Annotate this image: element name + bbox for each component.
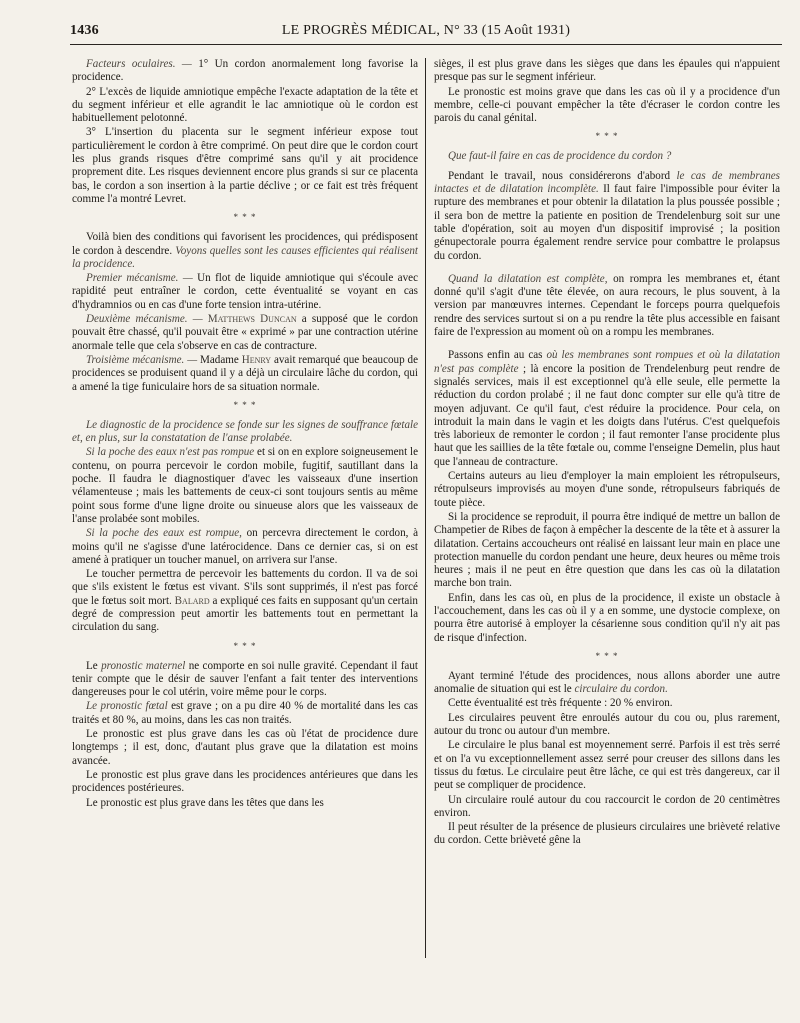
paragraph	[72, 58, 418, 85]
paragraph: Un circulaire roulé autour du cou raccourcit le cordon de 20 centimètres environ.	[434, 793, 780, 819]
paragraph	[72, 568, 418, 634]
text: avait remarqué que beaucoup de procidences se produisent quand il y a déjà un circulaire lâche du cordon, qui a amené la tige funiculaire hors de sa situation normale.	[72, 353, 418, 393]
section-separator: * * *	[595, 650, 619, 661]
paragraph: Le pronostic est plus grave dans les têtes que dans les	[86, 796, 324, 809]
paragraph: Il peut résulter de la présence de plusieurs circulaires une brièveté relative du cordon. Cette brièveté gêne la	[434, 821, 780, 847]
paragraph: Si la procidence se reproduit, il pourra être indiqué de mettre un ballon de Champetier de Ribes de façon à empêcher la descente de la tête et à assurer la dilatation. Certains accoucheurs ont réalisé en laissant leur main en place une protection manuelle du cordon pendant une heure, deux heures ou même trois heures ; mais il ne peut en être question que dans les cas où la dilatation marche bon train.	[434, 510, 780, 590]
text: Un flot de liquide amniotique qui s'écoule avec rapidité peut entraîner le cordon, cette éventualité se voyant en cas d'hydramnios ou en cas d'une forte tension intra-utérine.	[72, 272, 418, 311]
text: Pendant le travail, nous considérerons d'abord	[448, 169, 677, 182]
paragraph	[72, 272, 418, 312]
paragraph	[434, 670, 780, 697]
paragraph	[72, 313, 418, 353]
paragraph	[72, 700, 418, 727]
paragraph: Le pronostic est moins grave que dans les cas où il y a procidence d'un membre, celle-ci pouvant empêcher la tête d'écraser le cordon contre les parois du canal génital.	[434, 85, 780, 125]
paragraph	[434, 273, 780, 339]
paragraph	[434, 349, 780, 469]
journal-title: LE PROGRÈS MÉDICAL, N° 33 (15 Août 1931)	[281, 23, 571, 38]
paragraph: Certains auteurs au lieu d'employer la main emploient les rétropulseurs, rétropulseurs improvisés au moyen d'une sonde, rétropulseurs fabriqués de toute pièce.	[434, 470, 780, 509]
author-name: Balard	[174, 594, 210, 607]
left-column	[72, 58, 418, 998]
text: Ayant terminé l'étude des procidences, nous allons aborder une autre anomalie de situation qui est le	[434, 669, 780, 696]
paragraph: Enfin, dans les cas où, en plus de la procidence, il existe un obstacle à l'accouchement, dans les cas où il y a en somme, une dystocie complexe, on pourra être autorisé à employer la césarienne sous condition qu'il n'y ait pas de risque d'infection.	[434, 591, 780, 644]
text: Voilà bien des conditions qui favorisent les procidences, qui prédisposent le cordon à descendre.	[72, 231, 418, 257]
paragraph	[72, 354, 418, 394]
paragraph	[72, 527, 418, 567]
paragraph: Cette éventualité est très fréquente : 20 % environ.	[448, 697, 673, 710]
text: Le toucher permettra de percevoir les battements du cordon. Il va de soi que s'ils existent le fœtus est vivant. S'ils sont supprimés, il n'est pas forcé que le fœtus soit mort.	[72, 568, 418, 607]
paragraph	[72, 660, 418, 700]
italic-lead: Deuxième mécanisme. —	[86, 313, 203, 326]
author-name: Matthews Duncan	[202, 313, 297, 326]
italic-lead: Quand la dilatation est complète,	[448, 272, 608, 285]
section-separator: * * *	[233, 640, 257, 651]
text: ; là encore la position de Trendelenburg peut rendre de signalés services, mais il est exceptionnel qu'à elle seule, elle permette la réduction du cordon prolabé ; il ne faut donc compter sur elle qu'à titre de moyen adjuvant. Ce qu'il faut, c'est réduire la procidence. Pour cela, on introduit la main dans le vagin et les doigts dans l'utérus. C'est quelquefois très laborieux de remonter le cordon ; il faut remonter l'anse procidente plus haut que les saillies de la tête fœtale ou, comme l'enseigne Demelin, plus haut que l'anneau de contracture.	[434, 362, 780, 468]
paragraph: 3° L'insertion du placenta sur le segment inférieur expose tout particulièrement le cordon à être comprimé. On peut dire que le cordon court les plus grands risques d'être comprimé sans qu'il y ait procidence proprement dite. Les risques deviennent encore plus grands si sur ce placenta bas, le cordon a son insertion à la partie déclive ; or ce fait est très fréquent comme l'a montré Levret.	[72, 126, 418, 205]
text: ne comporte en soi nulle gravité. Cependant il faut tenir compte que le désir de sauver l'enfant a fait tenter des interventions dangereuses pour le col utérin, voire même pour le corps.	[72, 659, 418, 699]
text: est grave ; on a pu dire 40 % de mortalité dans les cas traités et 80 %, au moins, dans les cas non traités.	[72, 700, 418, 726]
text: on rompra les membranes et, étant donné qu'il s'agit d'une tête élevée, on aura recours, le plus souvent, à la version par manœuvres internes. Cependant le forceps pourra quelquefois rendre des services surtout si on a pu rendre la tête plus accessible en faisant faire de l'expression au moment où on a rompu les membranes.	[434, 272, 780, 339]
column-divider	[425, 58, 426, 958]
paragraph	[434, 170, 780, 263]
text: Madame	[197, 353, 242, 366]
italic-text: pronostic maternel	[101, 659, 186, 672]
text: et si on en explore soigneusement le contenu, on pourra percevoir le cordon mobile, fugitif, sautillant dans la poche. Il faudra le diagnostiquer d'avec les vaisseaux d'une insertion vélamenteuse ; mais les battements de ceux-ci sont toujours sentis au même point sous forme d'une ligne droite ou sinueuse alors que les vaisseaux de l'anse prolabée sont mobiles.	[72, 446, 418, 525]
section-separator: * * *	[233, 399, 257, 410]
paragraph	[72, 231, 418, 271]
italic-text: Voyons quelles sont les causes efficientes qui réalisent la procidence.	[72, 244, 418, 270]
italic-lead: Si la poche des eaux est rompue,	[86, 527, 242, 540]
italic-lead: Troisième mécanisme. —	[86, 353, 198, 366]
section-separator: * * *	[595, 131, 619, 142]
text: a expliqué ces faits en supposant qu'un certain degré de compression peut amortir les battements tout en permettant la circulation du sang.	[72, 594, 418, 634]
paragraph: Le pronostic est plus grave dans les cas où l'état de procidence dure longtemps ; il est, donc, d'autant plus grave que la dilatation est moins avancée.	[72, 728, 418, 767]
paragraph: sièges, il est plus grave dans les sièges que dans les épaules qui n'appuient presque pas sur le segment inférieur.	[434, 58, 780, 84]
paragraph: 2° L'excès de liquide amniotique empêche l'exacte adaptation de la tête et du segment inférieur et elle agrandit le lac amniotique où le cordon est habituellement pelotonné.	[72, 85, 418, 125]
text: a supposé que le cordon pouvait être chassé, qu'il pouvait être « exprimé » par une contraction utérine anormale telle que cela s'observe en cas de contracture.	[72, 313, 418, 352]
text: on percevra directement le cordon, à moins qu'il ne s'agisse d'une latérocidence. Dans ce dernier cas, si on est amené à pratiquer un toucher manuel, on arrivera sur l'anse.	[72, 527, 418, 566]
paragraph: Le circulaire le plus banal est moyennement serré. Parfois il est très serré et on l'a vu exceptionnellement assez serré pour creuser des sillons dans les tissus du fœtus. Le circulaire peut être lâche, ce qui est très dangereux, car il peut se compliquer de procidence.	[434, 739, 780, 792]
text: Passons enfin au cas	[448, 349, 547, 362]
italic-lead: Si la poche des eaux n'est pas rompue	[86, 446, 255, 459]
right-column	[434, 58, 780, 998]
paragraph: Les circulaires peuvent être enroulés autour du cou ou, plus rarement, autour du tronc ou autour d'un membre.	[434, 711, 780, 738]
paragraph	[72, 446, 418, 526]
text: 1° Un cordon anormalement long favorise la procidence.	[72, 58, 418, 84]
running-header	[70, 20, 782, 45]
text: Il faut faire l'impossible pour éviter la rupture des membranes et pour obtenir la dilatation la plus poussée possible ; il sera bon de mettre la patiente en position de Trendelenburg soit sur une table d'opération, soit au moyen d'un dispositif improvisé ; la position génupectorale pourra également rendre service pour combattre le prolapsus du cordon.	[434, 183, 780, 262]
page-number: 1436	[70, 23, 99, 38]
italic-text: où les membranes sont rompues et où la dilatation n'est pas complète	[434, 349, 780, 375]
author-name: Henry	[241, 353, 272, 366]
section-separator: * * *	[233, 212, 257, 223]
italic-lead: Premier mécanisme. —	[86, 272, 193, 285]
italic-lead: Facteurs oculaires. —	[86, 58, 192, 70]
italic-text: le cas de membranes intactes et de dilatation incomplète.	[434, 169, 780, 196]
italic-lead: Le pronostic fœtal	[86, 700, 168, 713]
italic-text: circulaire du cordon.	[574, 683, 668, 696]
paragraph: Le pronostic est plus grave dans les procidences antérieures que dans les procidences postérieures.	[72, 768, 418, 795]
section-question: Que faut-il faire en cas de procidence du cordon ?	[448, 150, 672, 163]
text: Le	[86, 659, 102, 672]
paragraph: Le diagnostic de la procidence se fonde sur les signes de souffrance fœtale et, en plus, sur la constatation de l'anse prolabée.	[72, 418, 418, 445]
